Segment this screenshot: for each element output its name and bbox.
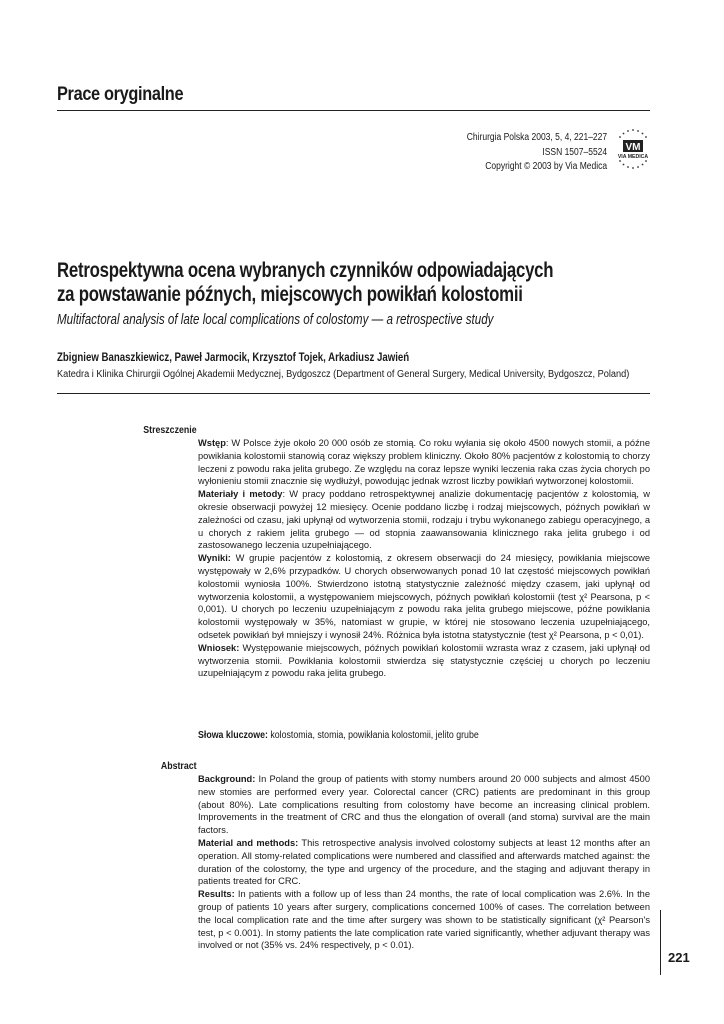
abstract-label: Abstract [161, 761, 197, 772]
wniosek-label: Wniosek: [198, 642, 240, 653]
authors: Zbigniew Banaszkiewicz, Paweł Jarmocik, Krzysztof Tojek, Arkadiusz Jawień [57, 352, 410, 364]
keywords-label: Słowa kluczowe: [198, 730, 268, 741]
title-line-2: za powstawanie późnych, miejscowych powikłań kolostomii [57, 283, 523, 306]
results-label: Results: [198, 889, 235, 900]
via-medica-logo [612, 126, 654, 172]
wstep-label: Wstęp [198, 438, 226, 448]
wstep-paragraph: Wstęp: W Polsce żyje około 20 000 osób ze stomią. Co roku wyłania się około 4500 nowych stomii, a późne powikłania kolostomii stanowią coraz większy problem kliniczny. Około 80% pacjentów z kolostomią to chorzy leczeni z powodu raka jelita grubego. Ze względu na coraz lepsze wyniki leczenia raka czas życia chorych po wyłonieniu stomii znacznie się wydłużył, powodując jednak wzrost liczby powikłań wytworzonej kolostomii. [198, 438, 650, 487]
journal-citation: Chirurgia Polska 2003, 5, 4, 221–227 [466, 132, 607, 143]
svg-text:VM: VM [625, 142, 641, 153]
title-rule [57, 393, 650, 394]
materialy-paragraph: Materiały i metody: W pracy poddano retrospektywnej analizie dokumentację pacjentów z kolostomią, w okresie obserwacji powyżej 12 miesięcy. Ocenie poddano liczbę i rodzaj miejscowych, późnych powikłań w zależności od czasu, jaki upłynął od wytworzenia stomii, rodzaju i trybu wykonanego zabiegu operacyjnego, a u chorych z rakiem jelita grubego — od stopnia zaawansowania klinicznego raka jelita grubego i od zastosowanego leczenia uzupełniającego. [198, 489, 650, 551]
wyniki-label: Wyniki: [198, 553, 231, 564]
methods-paragraph: Material and methods: This retrospective analysis involved colostomy subjects at least 12 months after an operation. All stomy-related complications were numbered and classified and afterwards matched against: the duration of the colostomy, the type and urgency of the procedure, and the staging and adjuvant therapy in patients treated for CRC. [198, 837, 650, 887]
header-rule [57, 110, 650, 111]
streszczenie-body [198, 437, 650, 680]
svg-text:VIA MEDICA: VIA MEDICA [617, 154, 649, 160]
wyniki-paragraph: Wyniki: W grupie pacjentów z kolostomią, z okresem obserwacji do 24 miesięcy, powikłania miejscowe występowały w 2,6% przypadków. U chorych obserwowanych ponad 10 lat częstość miejscowych powikłań kolostomii wyniosła 100%. Stwierdzono istotną statystycznie zależność między czasem, jaki upłynął od wytworzenia kolostomii, a występowaniem miejscowych, późnych powikłań kolostomii (test χ² Pearsona, p < 0,001). U chorych po leczeniu uzupełniającym z powodu raka jelita grubego miejscowe, późne powikłania kolostomii występowały w 35%, natomiast w grupie, w której nie stosowano leczenia uzupełniającego, odsetek powikłań był mniejszy i wynosił 24%. Różnica była istotna statystycznie (test χ² Pearsona, p < 0,01). [198, 553, 650, 640]
keywords: Słowa kluczowe: kolostomia, stomia, powikłania kolostomii, jelito grube [198, 730, 479, 741]
page-number: 221 [668, 950, 690, 965]
abstract-body [198, 773, 650, 952]
results-paragraph: Results: In patients with a follow up of less than 24 months, the rate of local complication was 2.6%. In the group of patients 10 years after surgery, complications concerned 100% of cases. The correlation between the local complication rate and the time after surgery was shown to be statistically significant (χ² Pearson's test, p < 0.001). In stomy patients the late complication rate varied significantly, whether adjuvant therapy was involved or not (35% vs. 24% respectively, p < 0.01). [198, 889, 650, 951]
wniosek-paragraph: Wniosek: Występowanie miejscowych, późnych powikłań kolostomii wzrasta wraz z czasem, jaki upłynął od wytworzenia stomii. Powikłania kolostomii stwierdza się statystycznie częściej u chorych po leczeniu uzupełniającym z powodu raka jelita grubego. [198, 642, 650, 679]
article-subtitle: Multifactoral analysis of late local complications of colostomy — a retrospective study [57, 312, 494, 328]
title-line-1: Retrospektywna ocena wybranych czynników odpowiadających [57, 259, 554, 282]
copyright: Copyright © 2003 by Via Medica [485, 161, 607, 172]
streszczenie-label: Streszczenie [143, 425, 197, 436]
page-number-bar [660, 910, 661, 975]
affiliation: Katedra i Klinika Chirurgii Ogólnej Akademii Medycznej, Bydgoszcz (Department of General Surgery, Medical University, Bydgoszcz, Poland) [57, 369, 630, 380]
via-medica-logo-icon [612, 126, 654, 172]
publication-info [467, 131, 607, 175]
background-label: Background: [198, 774, 256, 784]
issn: ISSN 1507–5524 [542, 146, 607, 158]
section-heading: Prace oryginalne [57, 84, 184, 105]
article-title [57, 259, 681, 307]
background-paragraph: Background: In Poland the group of patients with stomy numbers around 20 000 subjects and almost 4500 new stomies are performed every year. Colorectal cancer (CRC) patients are predominant in this group (about 80%). Late complications resulting from colostomy have become an increasing clinical problem. Improvements in the treatment of CRC and thus the elongation of overall (and stoma) survival are the main factors. [198, 774, 650, 836]
methods-label: Material and methods: [198, 837, 299, 848]
materialy-label: Materiały i metody [198, 489, 283, 500]
